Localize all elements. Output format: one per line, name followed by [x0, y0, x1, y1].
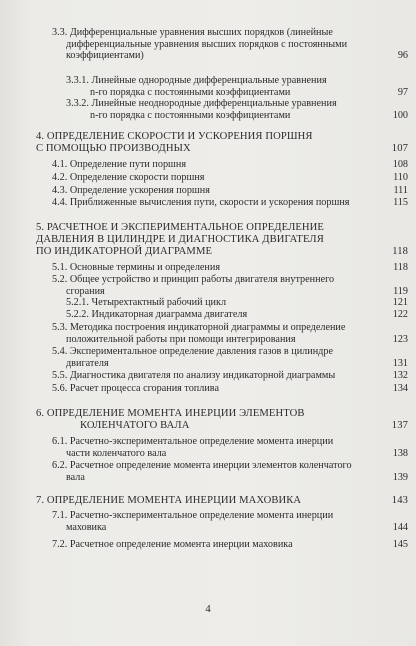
toc-entry[interactable] [52, 322, 408, 345]
toc-entry-title-line: двигателя [66, 357, 109, 369]
toc-page-number: 118 [393, 262, 408, 273]
toc-entry[interactable] [52, 539, 408, 551]
toc-chapter-title-line: С ПОМОЩЬЮ ПРОИЗВОДНЫХ [36, 143, 191, 155]
toc-entry-title-line: 5.2.1. Четырехтактный рабочий цикл [66, 297, 227, 308]
toc-entry-title-line: 3.3. Дифференциальные уравнения высших порядков (линейные [52, 27, 333, 38]
toc-entry-title-line: n-го порядка с постоянными коэффициентами [90, 86, 291, 98]
toc-page-number: 108 [392, 159, 408, 170]
toc-chapter-title-line: 7. ОПРЕДЕЛЕНИЕ МОМЕНТА ИНЕРЦИИ МАХОВИКА [36, 495, 302, 506]
toc-page-number: 96 [397, 50, 408, 62]
toc-chapter-title-line: 4. ОПРЕДЕЛЕНИЕ СКОРОСТИ И УСКОРЕНИЯ ПОРШНЯ [36, 131, 313, 142]
toc-page-number: 144 [392, 521, 408, 533]
toc-entry-title-line: 5.2.2. Индикаторная диаграмма двигателя [66, 309, 248, 320]
toc-entry[interactable] [66, 75, 408, 98]
toc-entry-title-line: дифференциальные уравнения высших порядков с постоянными [66, 38, 348, 50]
toc-entry-title-line: 5.2. Общее устройство и принцип работы двигателя внутреннего [52, 274, 335, 285]
page-number: 4 [205, 603, 211, 615]
toc-entry[interactable] [52, 262, 408, 274]
toc-entry-title-line: части коленчатого вала [66, 447, 167, 459]
toc-page-number: 110 [393, 172, 408, 183]
toc-entry-title-line: 5.5. Диагностика двигателя по анализу индикаторной диаграммы [52, 370, 336, 381]
toc-page-number: 145 [392, 539, 408, 550]
toc-entry-title-line: коэффициентами) [66, 50, 144, 62]
toc-entry[interactable] [52, 27, 408, 62]
toc-entry-title-line: 5.6. Расчет процесса сгорания топлива [52, 383, 219, 394]
toc-entry[interactable] [52, 510, 408, 533]
toc-entry[interactable] [52, 346, 408, 369]
toc-chapter-title-line: ДАВЛЕНИЯ В ЦИЛИНДРЕ И ДИАГНОСТИКА ДВИГАТЕЛЯ [36, 234, 324, 246]
toc-page-number: 134 [392, 383, 408, 394]
toc-page-number: 115 [393, 197, 408, 208]
toc-entry[interactable] [52, 274, 408, 297]
toc-page-number: 137 [391, 420, 408, 432]
toc-entry-title-line: n-го порядка с постоянными коэффициентами [90, 109, 291, 121]
toc-page-number: 139 [392, 471, 408, 483]
toc-page-number: 131 [392, 357, 408, 369]
toc-chapter[interactable] [36, 222, 408, 259]
toc-entry[interactable] [66, 297, 408, 309]
toc-chapter-title-line: ПО ИНДИКАТОРНОЙ ДИАГРАММЕ [36, 246, 213, 258]
toc-entry[interactable] [52, 370, 408, 382]
toc-page-number: 123 [392, 333, 408, 345]
toc-page-number: 107 [391, 143, 408, 155]
toc-page-number: 121 [392, 297, 408, 308]
toc-page-number: 119 [393, 285, 408, 297]
toc-entry-title-line: вала [66, 471, 85, 483]
toc-chapter[interactable] [36, 408, 408, 432]
toc-entry[interactable] [52, 460, 408, 483]
toc-entry-title-line: 6.2. Расчетное определение момента инерции элементов коленчатого [52, 460, 352, 471]
toc-entry[interactable] [52, 383, 408, 395]
toc-page-number: 138 [392, 447, 408, 459]
toc-entry[interactable] [52, 159, 408, 171]
toc-entry[interactable] [52, 436, 408, 459]
toc-page-number: 122 [392, 309, 408, 320]
toc-chapter-title-line: 6. ОПРЕДЕЛЕНИЕ МОМЕНТА ИНЕРЦИИ ЭЛЕМЕНТОВ [36, 408, 305, 419]
toc-entry-title-line: 5.1. Основные термины и определения [52, 262, 221, 273]
toc-entry-title-line: 3.3.2. Линейные неоднородные дифференциальные уравнения [66, 98, 337, 109]
toc-entry[interactable] [52, 172, 408, 184]
toc-entry-title-line: маховика [66, 521, 107, 533]
toc-entry-title-line: положительной работы при помощи интегрирования [66, 333, 296, 345]
toc-page-number: 100 [392, 109, 408, 121]
toc-chapter-title-line: КОЛЕНЧАТОГО ВАЛА [80, 420, 190, 432]
toc-entry-title-line: 7.2. Расчетное определение момента инерции маховика [52, 539, 293, 550]
toc-entry-title-line: 4.3. Определение ускорения поршня [52, 185, 210, 196]
toc-page-number: 97 [397, 86, 408, 98]
toc-entry-title-line: сгорания [66, 285, 105, 297]
toc-page-number: 111 [393, 185, 408, 196]
toc-entry-title-line: 7.1. Расчетно-экспериментальное определение момента инерции [52, 510, 334, 521]
toc-entry[interactable] [52, 185, 408, 197]
toc-page-number: 118 [392, 246, 408, 258]
toc-entry[interactable] [66, 309, 408, 321]
toc-entry[interactable] [66, 98, 408, 121]
toc-entry-title-line: 5.3. Методика построения индикаторной диаграммы и определение [52, 322, 346, 333]
toc-entry-title-line: 3.3.1. Линейные однородные дифференциальные уравнения [66, 75, 327, 86]
toc-chapter[interactable] [36, 495, 408, 507]
toc-entry-title-line: 4.2. Определение скорости поршня [52, 172, 205, 183]
toc-chapter[interactable] [36, 131, 408, 155]
toc-page-number: 132 [392, 370, 408, 381]
toc-page-number: 143 [391, 495, 408, 506]
toc-entry-title-line: 6.1. Расчетно-экспериментальное определение момента инерции [52, 436, 334, 447]
toc-entry-title-line: 4.4. Приближенные вычисления пути, скорости и ускорения поршня [52, 197, 350, 208]
toc-chapter-title-line: 5. РАСЧЕТНОЕ И ЭКСПЕРИМЕНТАЛЬНОЕ ОПРЕДЕЛЕНИЕ [36, 222, 324, 233]
toc-entry-title-line: 4.1. Определение пути поршня [52, 159, 187, 170]
toc-entry-title-line: 5.4. Экспериментальное определение давления газов в цилиндре [52, 346, 333, 357]
toc-entry[interactable] [52, 197, 408, 209]
